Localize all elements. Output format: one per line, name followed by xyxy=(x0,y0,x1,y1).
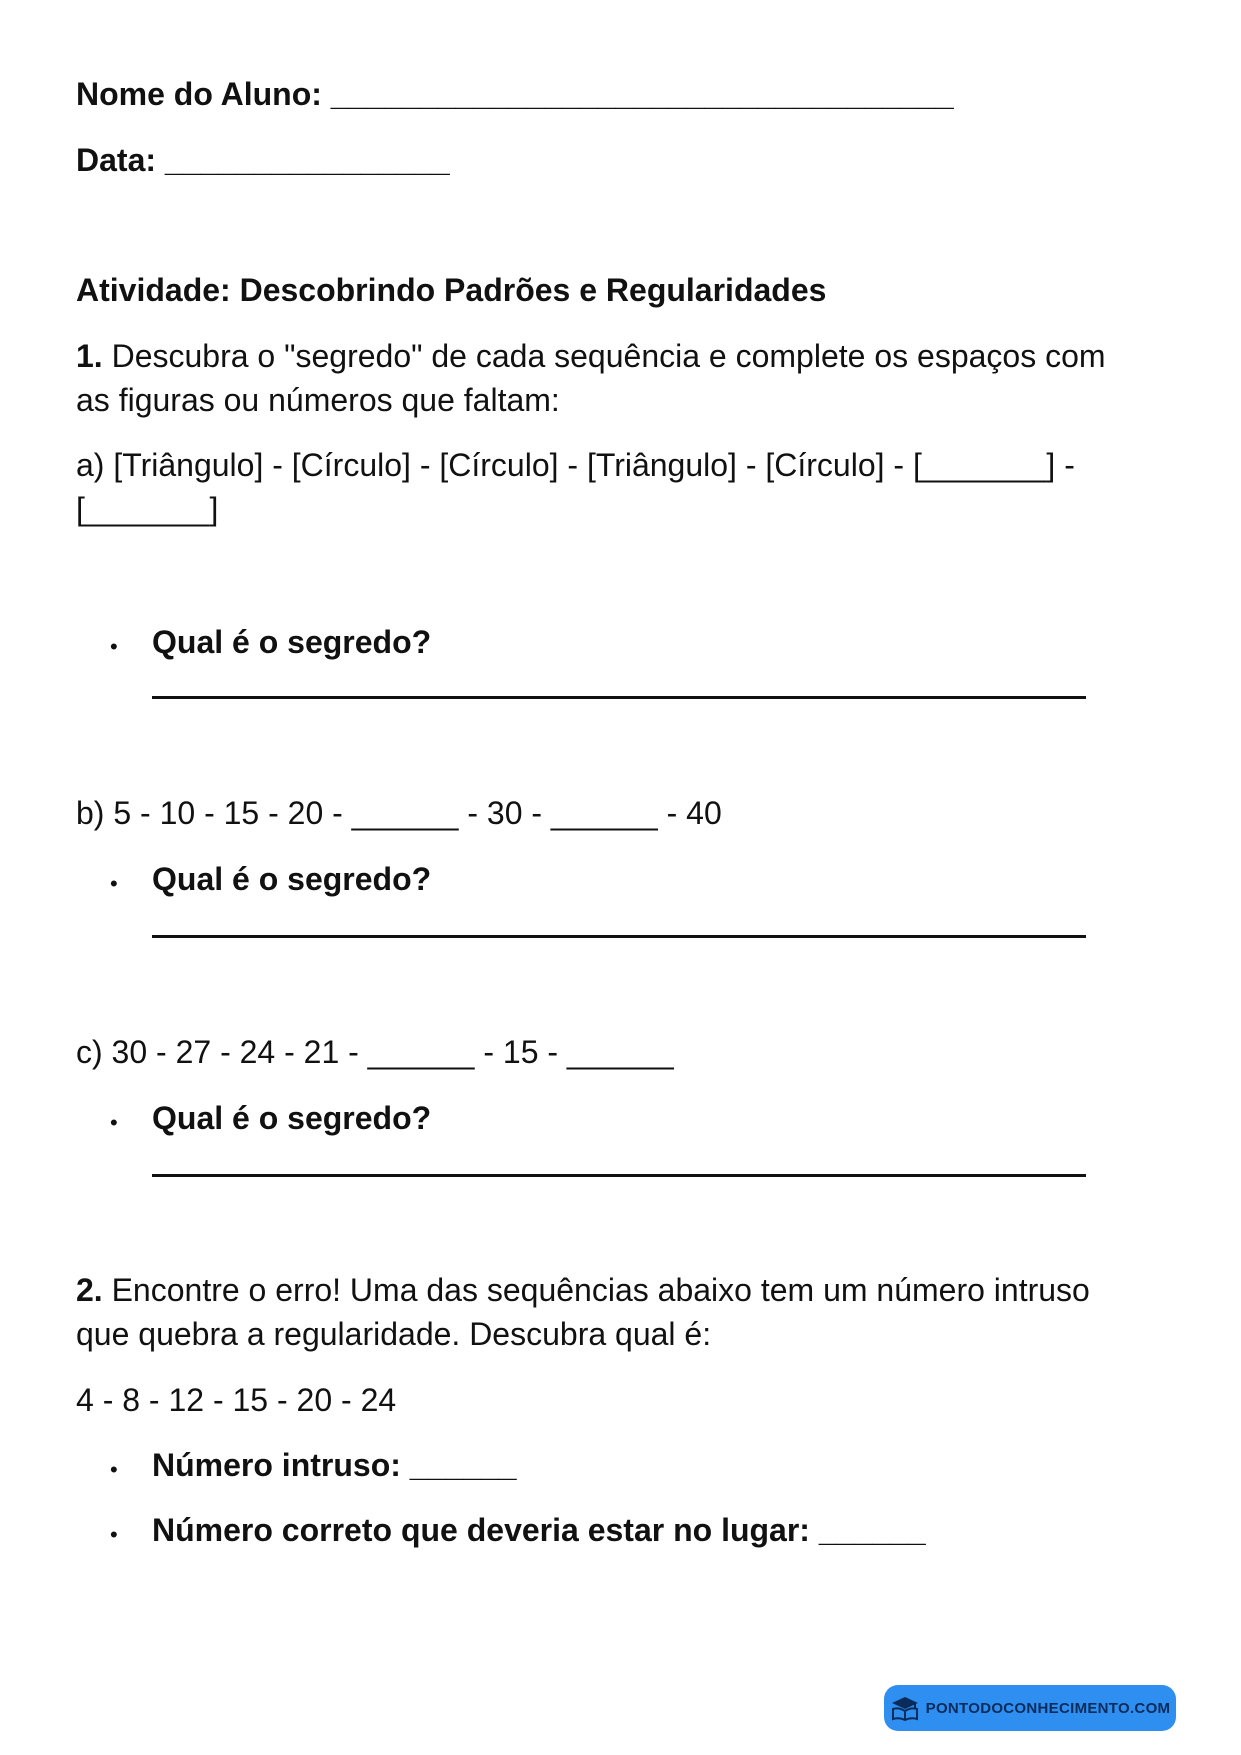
bullet-icon: • xyxy=(110,1110,118,1135)
question-1-text: Descubra o "segredo" de cada sequência e complete os espaços com xyxy=(102,338,1106,374)
secret-question-b: Qual é o segredo? xyxy=(152,861,432,897)
activity-title: Atividade: Descobrindo Padrões e Regularidades xyxy=(76,272,827,308)
student-name-line: Nome do Aluno: ___________________________________ xyxy=(76,76,954,112)
question-1-prompt xyxy=(76,334,1106,378)
bullet-icon: • xyxy=(110,1457,118,1482)
date-line: Data: ________________ xyxy=(76,142,450,178)
sequence-b: b) 5 - 10 - 15 - 20 - ______ - 30 - ______ - 40 xyxy=(76,795,722,831)
sequence-a-cont: [_______] xyxy=(76,491,219,527)
bullet-icon: • xyxy=(110,634,118,659)
answer-line-c[interactable] xyxy=(152,1174,1086,1177)
correct-number-prompt: Número correto que deveria estar no lugar: ______ xyxy=(152,1512,926,1548)
question-2-prompt xyxy=(76,1268,1090,1312)
graduation-book-icon xyxy=(890,1695,920,1721)
question-2-text: Encontre o erro! Uma das sequências abaixo tem um número intruso xyxy=(102,1272,1090,1308)
badge-text: PONTODOCONHECIMENTO.COM xyxy=(925,1699,1171,1717)
bullet-icon: • xyxy=(110,871,118,896)
sequence-q2: 4 - 8 - 12 - 15 - 20 - 24 xyxy=(76,1382,397,1418)
answer-line-b[interactable] xyxy=(152,935,1086,938)
question-2-number: 2. xyxy=(76,1272,103,1308)
sequence-c: c) 30 - 27 - 24 - 21 - ______ - 15 - ______ xyxy=(76,1034,674,1070)
secret-question-c: Qual é o segredo? xyxy=(152,1100,432,1136)
question-1-number: 1. xyxy=(76,338,103,374)
site-badge[interactable] xyxy=(884,1685,1176,1731)
question-1-prompt-cont: as figuras ou números que faltam: xyxy=(76,382,560,418)
question-2-prompt-cont: que quebra a regularidade. Descubra qual é: xyxy=(76,1316,712,1352)
bullet-icon: • xyxy=(110,1522,118,1547)
sequence-a: a) [Triângulo] - [Círculo] - [Círculo] - [Triângulo] - [Círculo] - [_______] - xyxy=(76,447,1075,483)
intruder-number-prompt: Número intruso: ______ xyxy=(152,1447,517,1483)
answer-line-a[interactable] xyxy=(152,696,1086,699)
secret-question-a: Qual é o segredo? xyxy=(152,624,432,660)
